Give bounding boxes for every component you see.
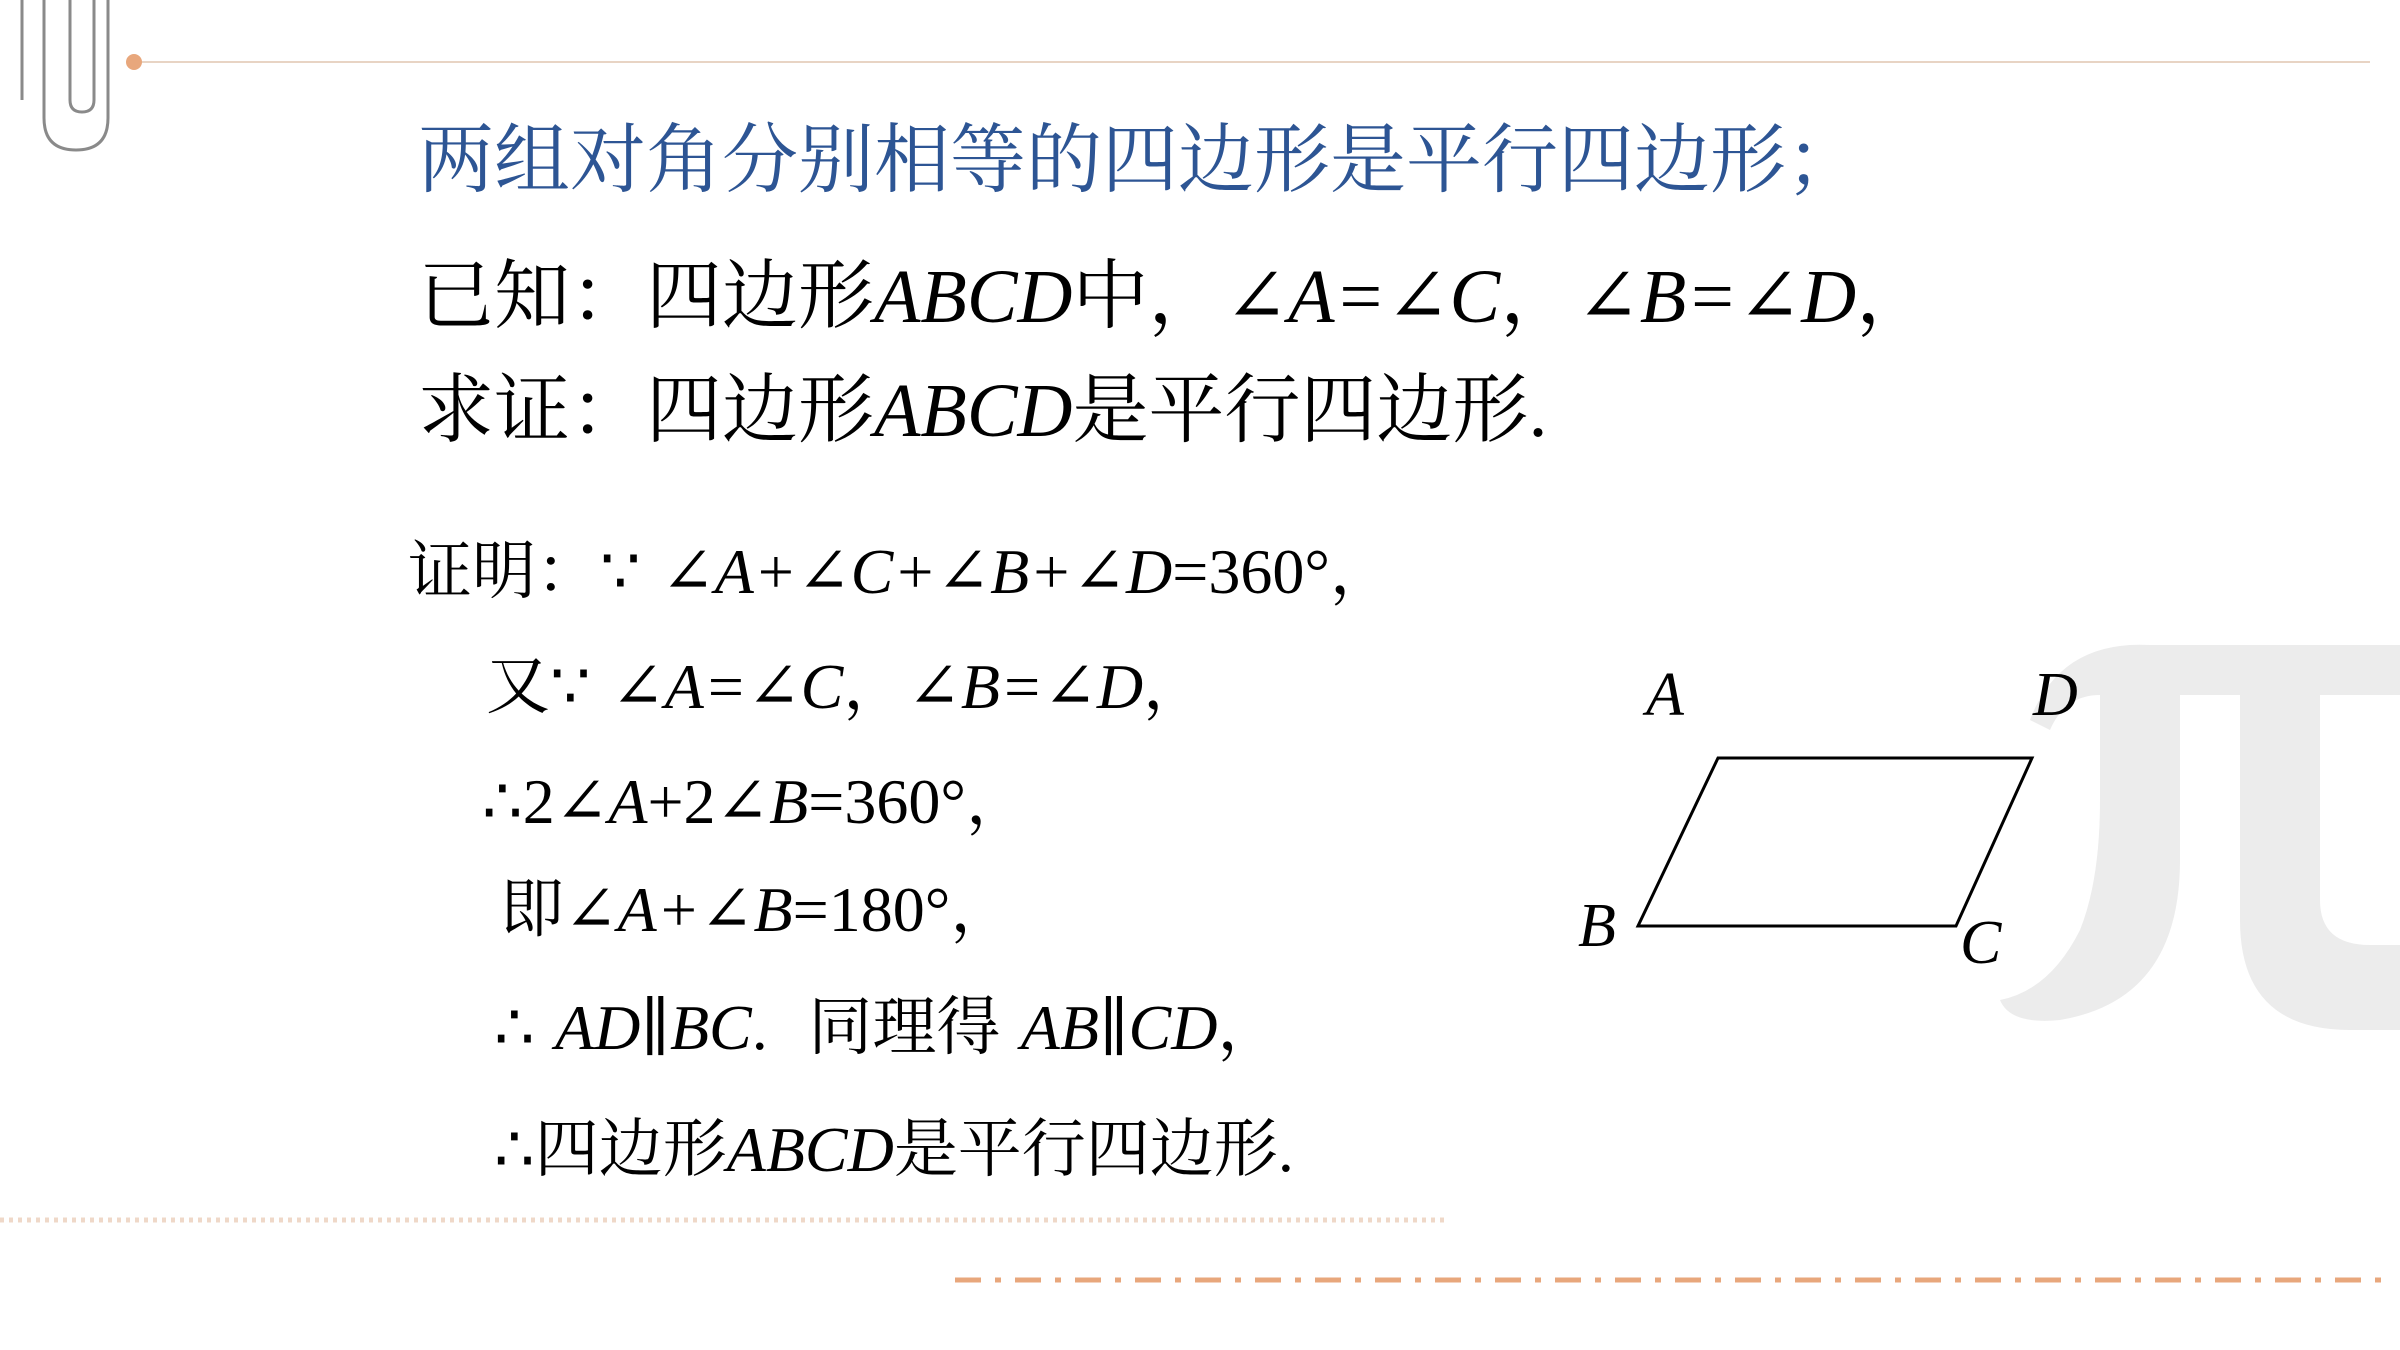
proof-line-5 xyxy=(494,991,1282,1065)
proof-5-parallel-1: AD∥BC xyxy=(555,992,752,1063)
proof-4-math: ∠A+∠B xyxy=(564,874,793,945)
vertex-label-c: C xyxy=(1960,909,2002,977)
prove-text-1: 四边形 xyxy=(646,365,874,454)
because-symbol: ∵ xyxy=(600,535,662,609)
proof-4-num: =180° xyxy=(792,874,951,945)
given-label: 已知： xyxy=(418,251,646,340)
proof-1-num: =360° xyxy=(1172,536,1330,607)
given-text-3: ， xyxy=(1500,251,1577,340)
prove-quadrilateral: ABCD xyxy=(874,369,1073,453)
proof-3-n1: 2 xyxy=(522,766,555,837)
proof-line-4 xyxy=(500,873,1015,947)
top-rule xyxy=(120,50,2380,74)
proof-2-sep: ， xyxy=(843,650,908,724)
proof-2-math-1: ∠A=∠C xyxy=(611,651,844,722)
proof-line-6 xyxy=(494,1113,1294,1187)
proof-6-dot: . xyxy=(1277,1114,1294,1185)
proof-2-math-2: ∠B=∠D xyxy=(907,651,1144,722)
proof-2-tail: ， xyxy=(1143,650,1208,724)
proof-label: 证明： xyxy=(408,535,600,609)
proof-1-tail: ， xyxy=(1329,535,1394,609)
proof-3-num: =360° xyxy=(808,766,966,837)
given-text-2: 中， xyxy=(1072,251,1225,340)
therefore-symbol: ∴ xyxy=(494,1113,535,1187)
proof-5-tail: ， xyxy=(1217,991,1282,1065)
prove-label: 求证： xyxy=(418,365,646,454)
prove-text-2: 是平行四边形 xyxy=(1072,365,1529,454)
proof-6-text-2: 是平行四边形 xyxy=(893,1113,1278,1187)
proof-line-1 xyxy=(408,535,1394,609)
proof-3-tail: ， xyxy=(965,765,1030,839)
vertex-label-d: D xyxy=(2033,661,2078,729)
proof-3-m2: ∠B xyxy=(715,766,809,837)
prove-period: . xyxy=(1528,369,1548,453)
therefore-symbol: ∴ xyxy=(494,991,556,1065)
proof-4-tail: ， xyxy=(950,873,1015,947)
proof-5-dot: . xyxy=(751,992,768,1063)
proof-1-math: ∠A+∠C+∠B+∠D xyxy=(661,536,1173,607)
slide-title: 两组对角分别相等的四边形是平行四边形； xyxy=(418,115,1862,204)
proof-line-3 xyxy=(482,765,1030,839)
given-text-4: ， xyxy=(1856,251,1933,340)
proof-5-parallel-2: AB∥CD xyxy=(1020,992,1218,1063)
given-text-1: 四边形 xyxy=(646,251,874,340)
proof-3-m1: ∠A xyxy=(554,766,648,837)
proof-2-label: 又 xyxy=(486,650,550,724)
vertex-label-b: B xyxy=(1578,892,1616,960)
given-statement xyxy=(418,251,1933,340)
proof-4-label: 即 xyxy=(500,873,564,947)
given-quadrilateral: ABCD xyxy=(874,255,1073,339)
given-angle-ac: ∠A=∠C xyxy=(1224,255,1501,339)
proof-line-2 xyxy=(486,650,1208,724)
proof-3-n2: +2 xyxy=(647,766,716,837)
dotted-divider xyxy=(0,1214,1450,1226)
therefore-symbol: ∴ xyxy=(482,765,523,839)
dash-dot-divider xyxy=(955,1272,2400,1288)
paperclip-icon xyxy=(12,0,122,170)
proof-5-text: 同理得 xyxy=(808,991,1021,1065)
prove-statement xyxy=(418,365,1548,454)
because-symbol: ∵ xyxy=(550,650,612,724)
proof-6-text-1: 四边形 xyxy=(534,1113,727,1187)
vertex-label-a: A xyxy=(1646,661,1684,729)
proof-6-quadrilateral: ABCD xyxy=(726,1114,894,1185)
given-angle-bd: ∠B=∠D xyxy=(1576,255,1857,339)
